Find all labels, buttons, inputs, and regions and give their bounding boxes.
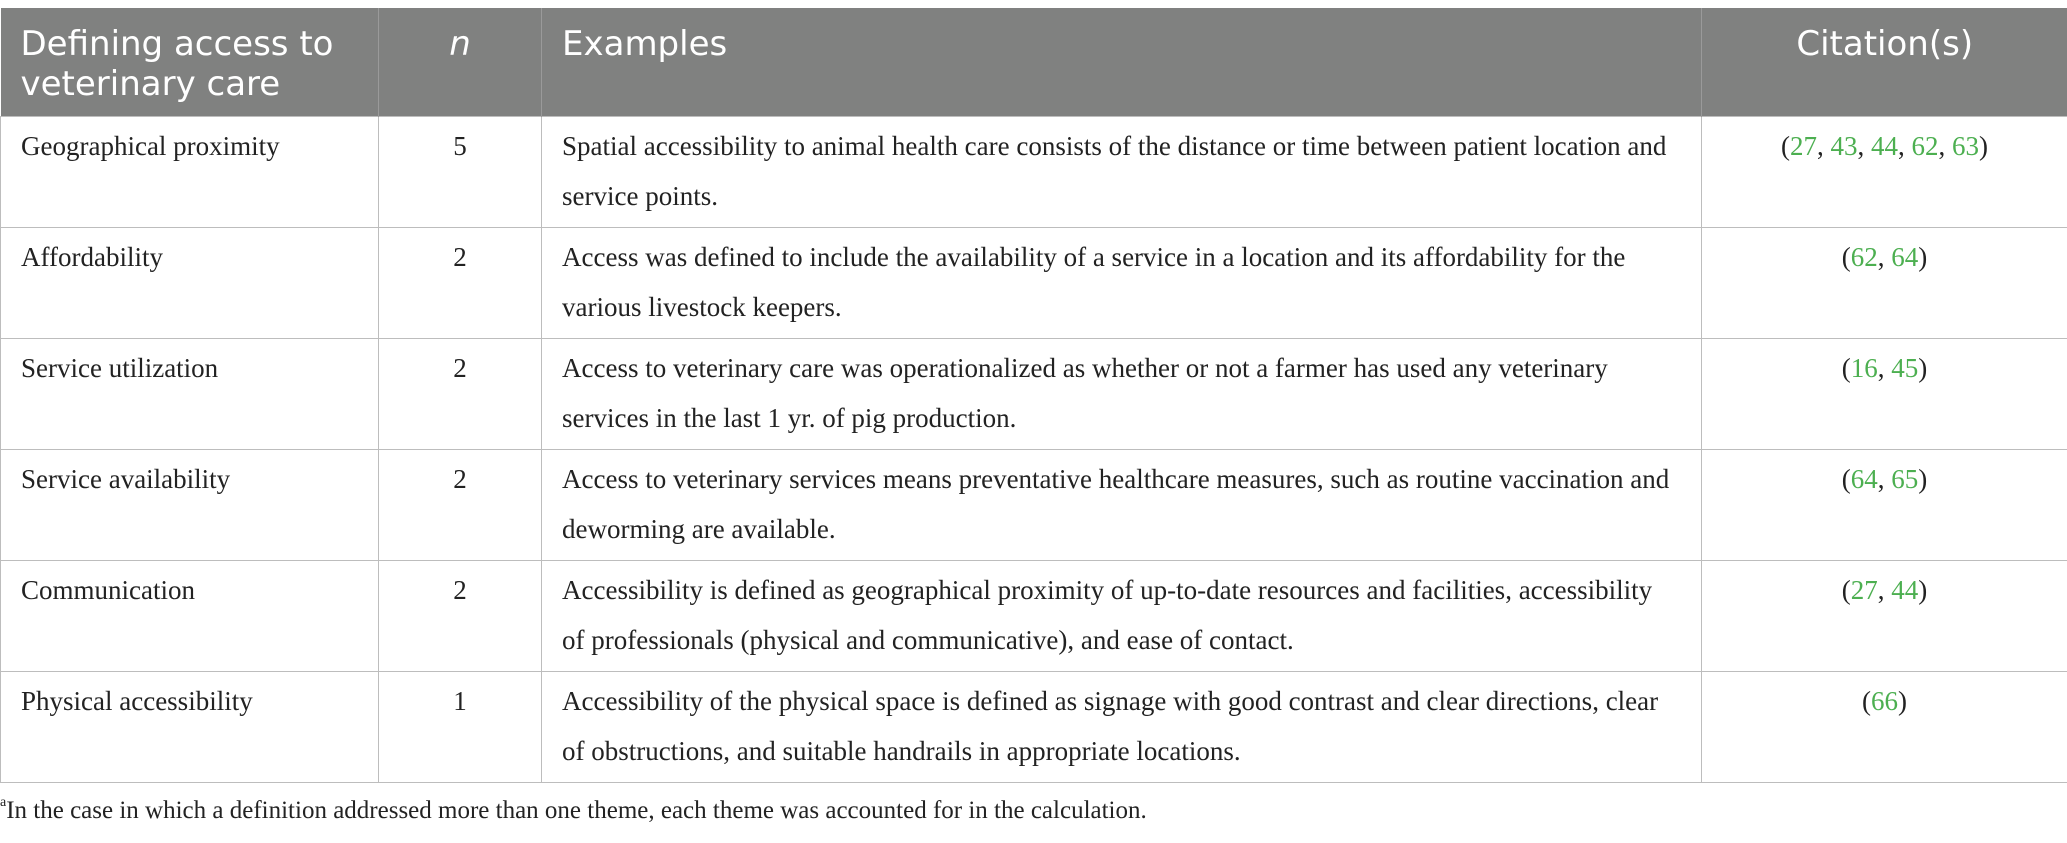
header-citations: Citation(s) xyxy=(1702,8,2067,117)
cell-definition: Affordability xyxy=(1,228,379,339)
cell-n: 2 xyxy=(379,228,542,339)
citation-link[interactable]: 63 xyxy=(1952,131,1979,161)
cell-definition: Communication xyxy=(1,561,379,672)
citation-link[interactable]: 66 xyxy=(1871,686,1898,716)
cell-example: Accessibility is defined as geographical proximity of up-to-date resources and facilities, accessibility of professionals (physical and communicative), and ease of contact. xyxy=(542,561,1702,672)
table-row xyxy=(1,450,2067,561)
table-row xyxy=(1,339,2067,450)
cell-example: Accessibility of the physical space is defined as signage with good contrast and clear directions, clear of obstructions, and suitable handrails in appropriate locations. xyxy=(542,672,1702,783)
citation-link[interactable]: 64 xyxy=(1850,464,1878,494)
header-definition: Defining access to veterinary care xyxy=(1,8,379,117)
cell-definition: Service availability xyxy=(1,450,379,561)
definitions-table xyxy=(0,8,2067,783)
table-body xyxy=(1,117,2067,783)
cell-example: Access to veterinary care was operationalized as whether or not a farmer has used any veterinary services in the last 1 yr. of pig production. xyxy=(542,339,1702,450)
cell-n: 5 xyxy=(379,117,542,228)
cell-n: 2 xyxy=(379,561,542,672)
citation-link[interactable]: 62 xyxy=(1911,131,1939,161)
citation-link[interactable]: 43 xyxy=(1830,131,1858,161)
citation-link[interactable]: 62 xyxy=(1850,242,1878,272)
cell-definition: Physical accessibility xyxy=(1,672,379,783)
table-footnote xyxy=(0,797,1147,825)
citation-link[interactable]: 27 xyxy=(1790,131,1817,161)
definitions-table-container xyxy=(0,8,2067,783)
cell-citations: (16, 45) xyxy=(1702,339,2067,450)
citation-link[interactable]: 64 xyxy=(1891,242,1919,272)
cell-n: 2 xyxy=(379,339,542,450)
citation-link[interactable]: 65 xyxy=(1891,464,1919,494)
cell-example: Spatial accessibility to animal health care consists of the distance or time between patient location and service points. xyxy=(542,117,1702,228)
cell-citations: (27, 44) xyxy=(1702,561,2067,672)
citation-link[interactable]: 44 xyxy=(1871,131,1898,161)
citation-link[interactable]: 27 xyxy=(1850,575,1878,605)
cell-citations: (62, 64) xyxy=(1702,228,2067,339)
cell-example: Access was defined to include the availability of a service in a location and its affordability for the various livestock keepers. xyxy=(542,228,1702,339)
cell-citations: (27, 43, 44, 62, 63) xyxy=(1702,117,2067,228)
cell-definition: Service utilization xyxy=(1,339,379,450)
citation-link[interactable]: 44 xyxy=(1891,575,1919,605)
table-row xyxy=(1,561,2067,672)
table-row xyxy=(1,117,2067,228)
footnote-marker: a xyxy=(0,795,7,810)
cell-n: 2 xyxy=(379,450,542,561)
table-header-row xyxy=(1,8,2067,117)
cell-citations: (66) xyxy=(1702,672,2067,783)
cell-citations: (64, 65) xyxy=(1702,450,2067,561)
cell-n: 1 xyxy=(379,672,542,783)
table-row xyxy=(1,228,2067,339)
cell-definition: Geographical proximity xyxy=(1,117,379,228)
table-row xyxy=(1,672,2067,783)
citation-link[interactable]: 45 xyxy=(1891,353,1919,383)
cell-example: Access to veterinary services means preventative healthcare measures, such as routine vaccination and deworming are available. xyxy=(542,450,1702,561)
citation-link[interactable]: 16 xyxy=(1850,353,1878,383)
header-n: n xyxy=(379,8,542,117)
header-examples: Examples xyxy=(542,8,1702,117)
footnote-text: In the case in which a definition addressed more than one theme, each theme was accounted for in the calculation. xyxy=(6,797,1147,824)
